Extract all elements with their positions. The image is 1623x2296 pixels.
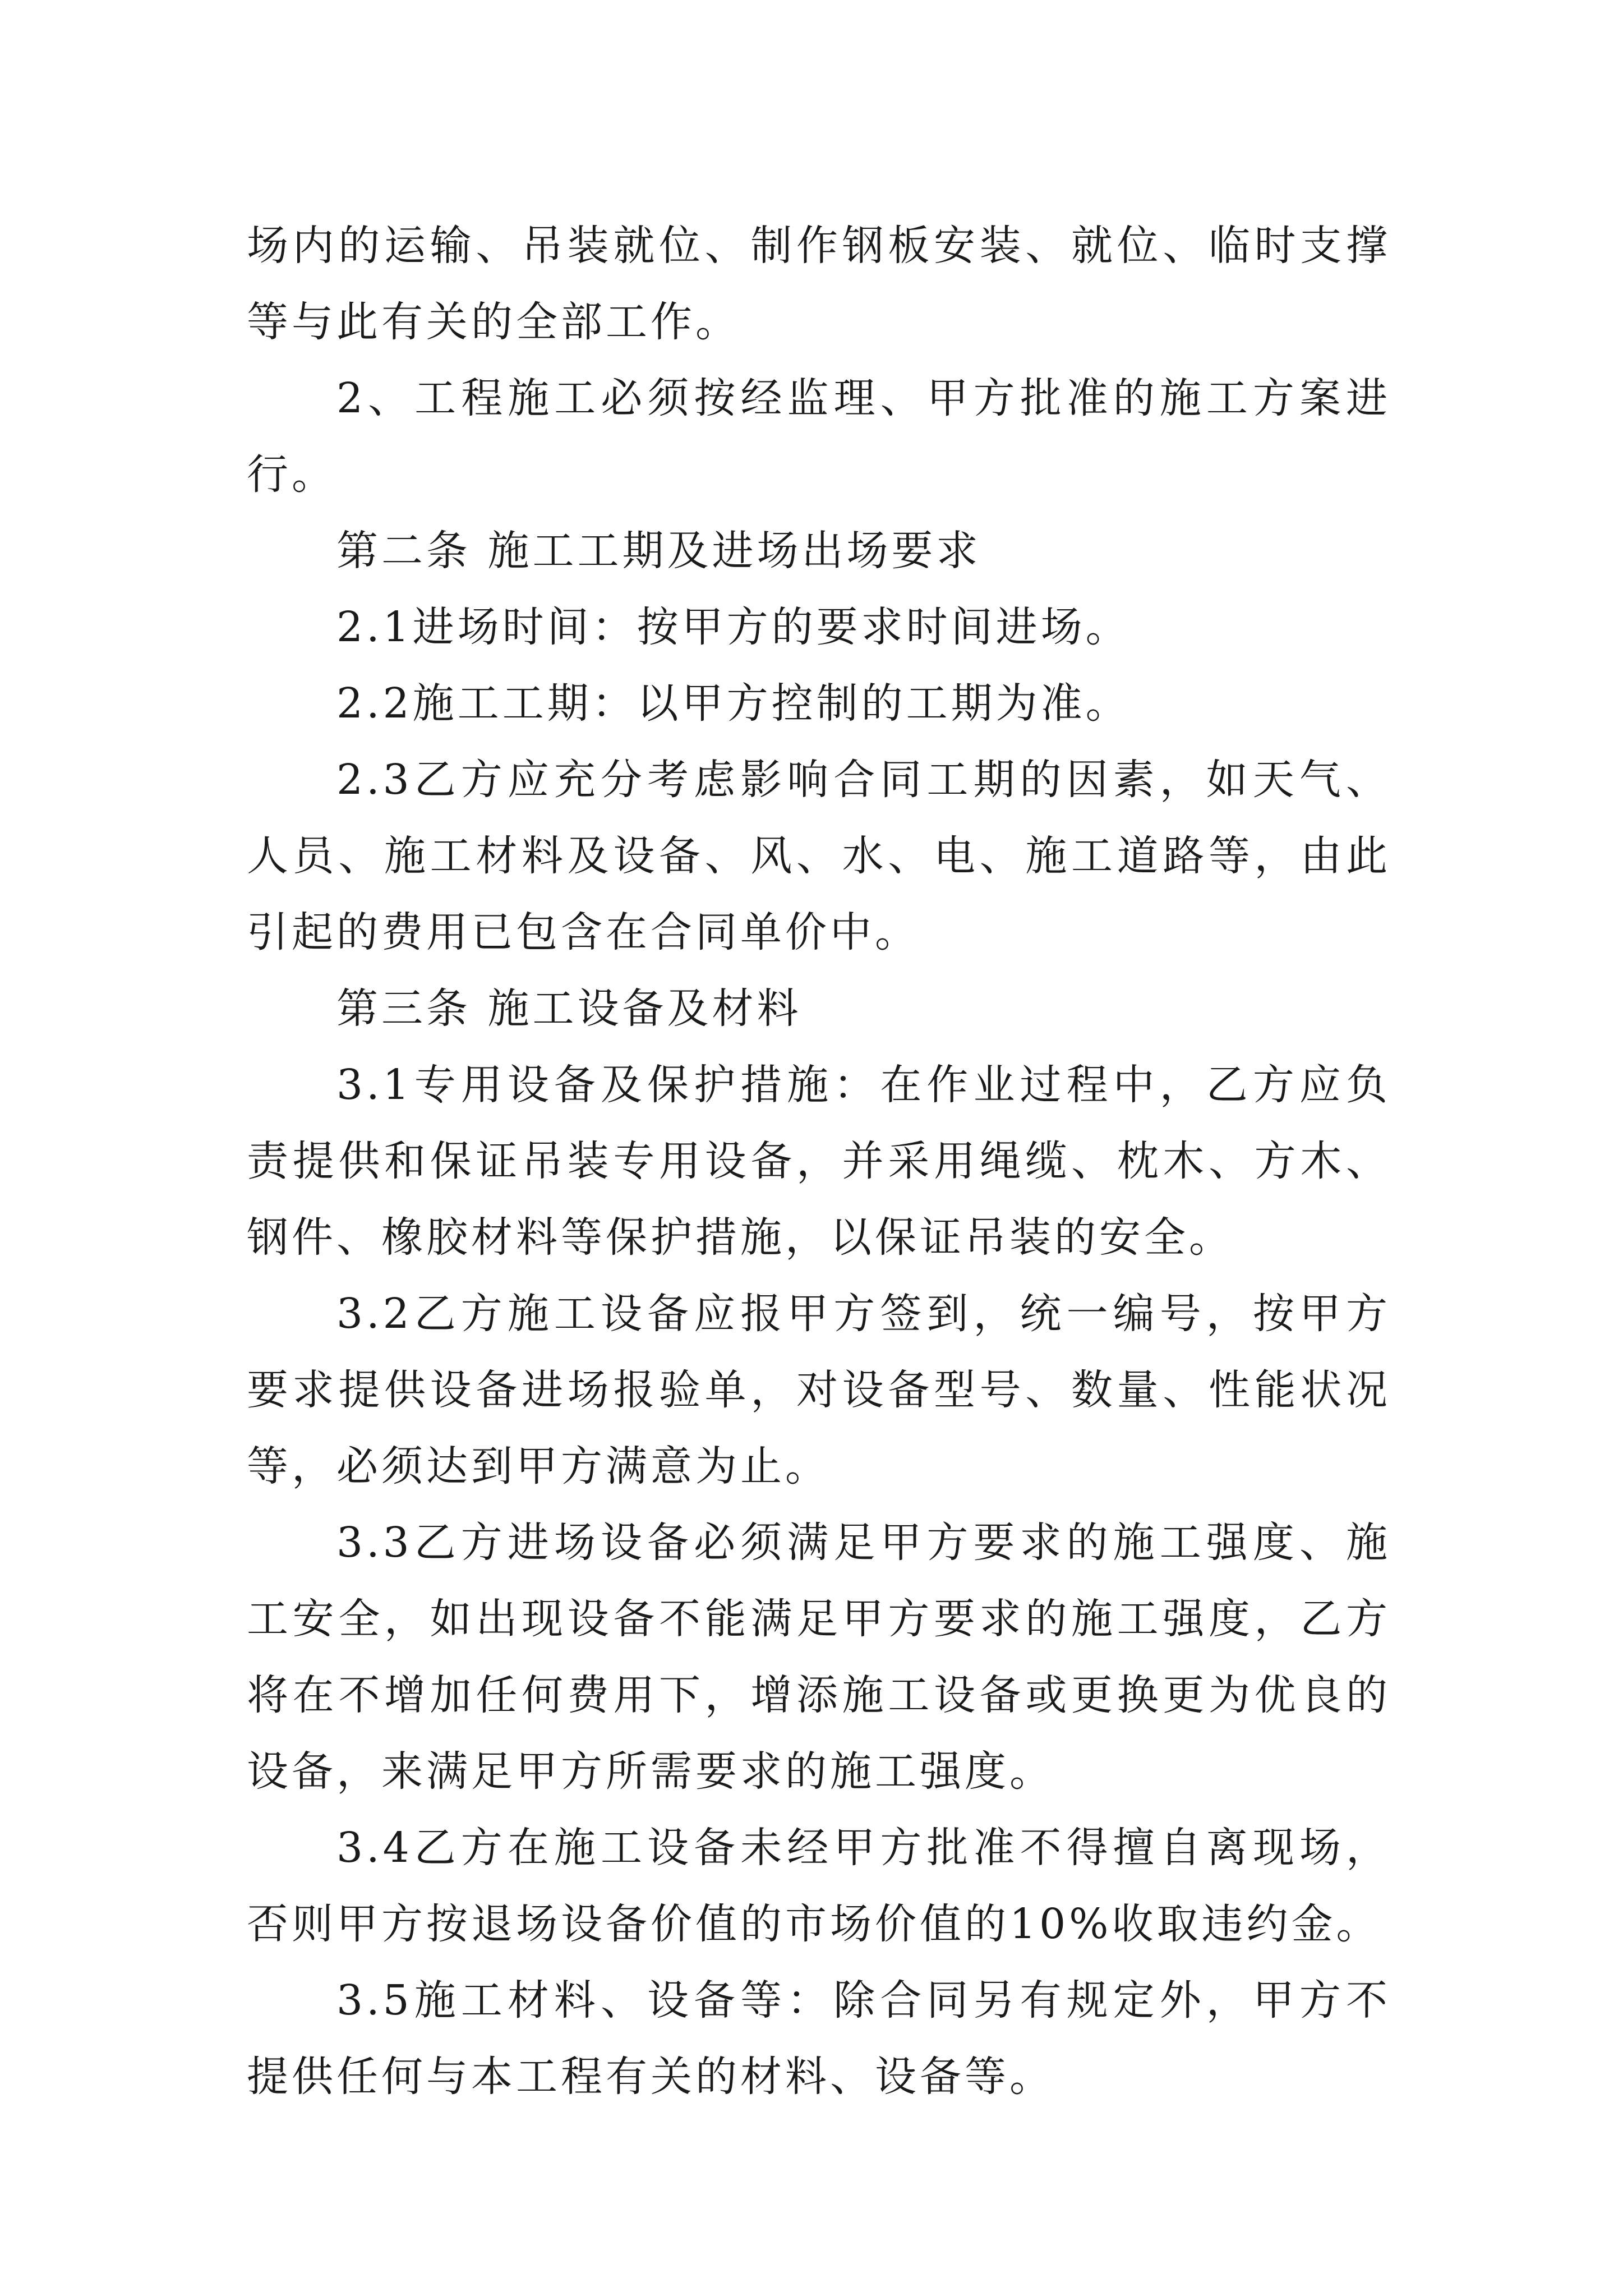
paragraph-2-3: 2.3乙方应充分考虑影响合同工期的因素，如天气、人员、施工材料及设备、风、水、电、施工道路等，由此引起的费用已包含在合同单价中。 <box>247 756 1391 956</box>
paragraph-2-1: 2.1进场时间：按甲方的要求时间进场。 <box>336 603 1131 651</box>
paragraph-3-1: 3.1专用设备及保护措施：在作业过程中，乙方应负责提供和保证吊装专用设备，并采用绳缆、枕木、方木、钢件、橡胶材料等保护措施，以保证吊装的安全。 <box>247 1061 1391 1262</box>
article-heading-3: 第三条 施工设备及材料 <box>336 984 802 1033</box>
paragraph-3-5: 3.5施工材料、设备等：除合同另有规定外，甲方不提供任何与本工程有关的材料、设备等。 <box>247 1976 1391 2101</box>
paragraph-3-2: 3.2乙方施工设备应报甲方签到，统一编号，按甲方要求提供设备进场报验单，对设备型号、数量、性能状况等，必须达到甲方满意为止。 <box>247 1290 1391 1490</box>
paragraph-3-3: 3.3乙方进场设备必须满足甲方要求的施工强度、施工安全，如出现设备不能满足甲方要求的施工强度，乙方将在不增加任何费用下，增添施工设备或更换更为优良的设备，来满足甲方所需要求的施工强度。 <box>247 1519 1391 1796</box>
paragraph-3-4: 3.4乙方在施工设备未经甲方批准不得擅自离现场，否则甲方按退场设备价值的市场价值的10%收取违约金。 <box>247 1824 1391 1948</box>
article-heading-2: 第二条 施工工期及进场出场要求 <box>336 527 981 575</box>
paragraph-2-2: 2.2施工工期：以甲方控制的工期为准。 <box>336 679 1131 728</box>
paragraph-continuation: 场内的运输、吊装就位、制作钢板安装、就位、临时支撑等与此有关的全部工作。 <box>247 222 1391 346</box>
paragraph-item-2: 2、工程施工必须按经监理、甲方批准的施工方案进行。 <box>247 374 1391 499</box>
document-body <box>247 208 1391 2115</box>
